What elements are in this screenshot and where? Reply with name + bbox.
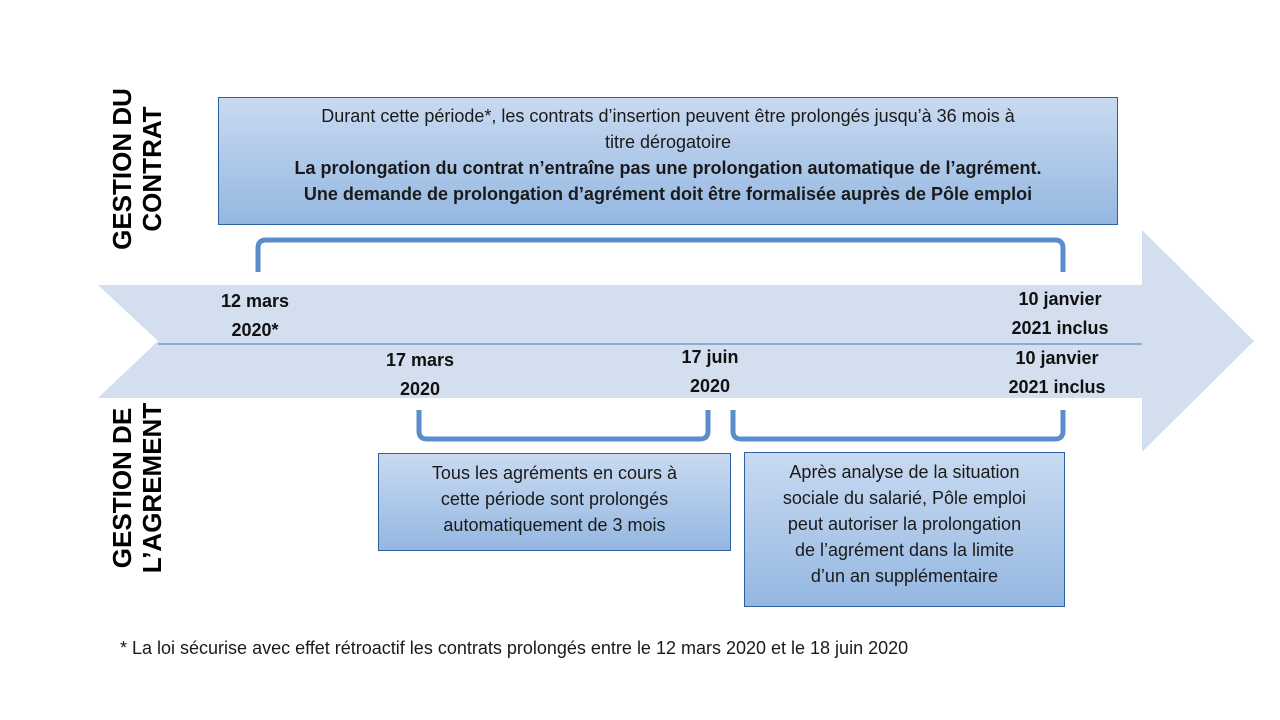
date-contract-start-line2: 2020* (231, 320, 279, 340)
contract-bracket (258, 240, 1063, 272)
agrement-bracket-right (733, 410, 1063, 439)
date-agrement-end (987, 344, 1127, 402)
contract-section-label (107, 24, 167, 314)
agrement-extension-line5: d’un an supplémentaire (810, 566, 999, 586)
date-contract-end (990, 285, 1130, 343)
contract-label-line2: CONTRAT (137, 106, 167, 232)
date-contract-start-line1: 12 mars (220, 291, 290, 311)
agrement-label-line1: GESTION DE (107, 407, 137, 569)
contract-label-line1: GESTION DU (107, 88, 137, 250)
agrement-bracket-left (419, 410, 708, 439)
agrement-label-line2: L’AGREMENT (137, 402, 167, 574)
agrement-extension-line3: peut autoriser la prolongation (787, 514, 1022, 534)
agrement-auto-line3: automatiquement de 3 mois (443, 515, 666, 535)
date-contract-end-line1: 10 janvier (1018, 289, 1102, 309)
date-agrement-start-line1: 17 mars (385, 350, 455, 370)
contract-info-line3: La prolongation du contrat n’entraîne pas une prolongation automatique de l’agrément. (294, 158, 1042, 178)
contract-info-line1: Durant cette période*, les contrats d’insertion peuvent être prolongés jusqu’à 36 mois à (321, 106, 1015, 126)
contract-info-line2: titre dérogatoire (604, 132, 732, 152)
contract-info-box (218, 97, 1118, 225)
agrement-auto-line1: Tous les agréments en cours à (431, 463, 678, 483)
contract-info-line4: Une demande de prolongation d’agrément doit être formalisée auprès de Pôle emploi (303, 184, 1033, 204)
date-contract-start (195, 287, 315, 345)
agrement-extension-line4: de l’agrément dans la limite (794, 540, 1015, 560)
date-agrement-mid-line2: 2020 (689, 376, 731, 396)
footnote: * La loi sécurise avec effet rétroactif les contrats prolongés entre le 12 mars 2020 et le 18 juin 2020 (120, 638, 909, 658)
date-agrement-end-line2: 2021 inclus (1008, 377, 1106, 397)
date-agrement-mid (650, 343, 770, 401)
date-agrement-mid-line1: 17 juin (681, 347, 739, 367)
date-contract-end-line2: 2021 inclus (1011, 318, 1109, 338)
date-agrement-start-line2: 2020 (399, 379, 441, 399)
agrement-auto-box (378, 453, 731, 551)
date-agrement-end-line1: 10 janvier (1015, 348, 1099, 368)
agrement-extension-line1: Après analyse de la situation (789, 462, 1020, 482)
date-agrement-start (360, 346, 480, 404)
agrement-extension-box (744, 452, 1065, 607)
agrement-extension-line2: sociale du salarié, Pôle emploi (782, 488, 1027, 508)
agrement-auto-line2: cette période sont prolongés (440, 489, 669, 509)
agrement-section-label (107, 343, 167, 633)
